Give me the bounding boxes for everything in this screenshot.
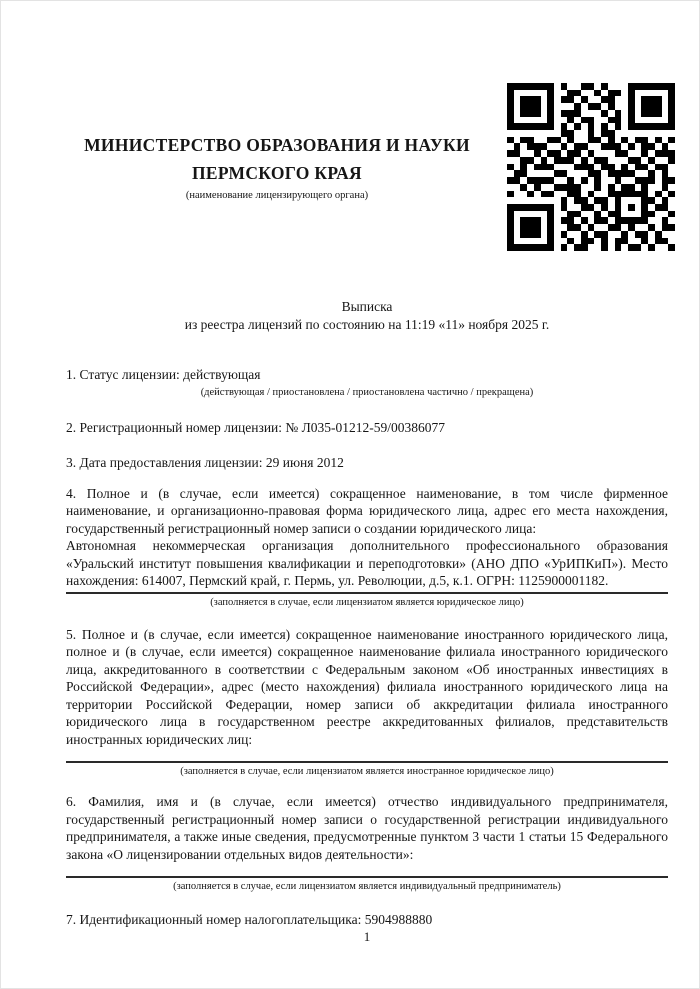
document-body xyxy=(66,298,668,929)
document-title-line2: из реестра лицензий по состоянию на 11:19 «11» ноября 2025 г. xyxy=(184,316,550,332)
item-entrepreneur-note: (заполняется в случае, если лицензиатом является индивидуальный предприниматель) xyxy=(173,881,561,892)
ministry-name-line2: ПЕРМСКОГО КРАЯ xyxy=(192,163,362,183)
entrepreneur-fill-line xyxy=(66,876,668,878)
qr-code xyxy=(507,83,675,251)
item-grant-date: 3. Дата предоставления лицензии: 29 июня 2012 xyxy=(66,455,344,470)
ministry-name-line1: МИНИСТЕРСТВО ОБРАЗОВАНИЯ И НАУКИ xyxy=(84,135,470,155)
item-legal-entity-note: (заполняется в случае, если лицензиатом является юридическое лицо) xyxy=(210,596,524,608)
foreign-entity-fill-line xyxy=(66,761,668,763)
page-number: 1 xyxy=(363,929,371,944)
item-foreign-entity-label: 5. Полное и (в случае, если имеется) сокращенное наименование иностранного юридического лица, полное и (в случае, если имеется) сокращенное наименование филиала иностранного юридического лица, аккредитованного в соответствии с Федеральным законом «Об иностранных инвестициях в Российской Федерации», адрес (место нахождения) филиала иностранного юридического лица на территории Российской Федерации, номер записи об аккредитации филиала иностранного юридического лица в государственном реестре аккредитованных филиалов, представительств иностранных юридических лиц: xyxy=(66,626,668,747)
ministry-header xyxy=(63,131,491,202)
item-legal-entity-label: 4. Полное и (в случае, если имеется) сокращенное наименование, в том числе фирменное наименование, и организационно-правовая форма юридического лица, адрес его места нахождения, государственный регистрационный номер записи о создании юридического лица: xyxy=(66,485,668,536)
ministry-caption: (наименование лицензирующего органа) xyxy=(185,190,369,201)
item-registration-number: 2. Регистрационный номер лицензии: № Л035-01212-59/00386077 xyxy=(66,419,446,435)
item-taxpayer-number: 7. Идентификационный номер налогоплательщика: 5904988880 xyxy=(66,912,433,927)
item-license-status: 1. Статус лицензии: действующая xyxy=(66,367,261,382)
document-title-line1: Выписка xyxy=(341,299,393,314)
legal-entity-fill-line xyxy=(66,592,668,594)
item-license-status-note: (действующая / приостановлена / приостановлена частично / прекращена) xyxy=(200,386,534,398)
item-entrepreneur-label: 6. Фамилия, имя и (в случае, если имеется) отчество индивидуального предпринимателя, государственный регистрационный номер записи о государственной регистрации индивидуального предпринимателя, а также иные сведения, предусмотренные пунктом 3 части 1 статьи 15 Федерального закона «О лицензировании отдельных видов деятельности»: xyxy=(66,794,668,862)
document-title xyxy=(66,298,668,333)
item-foreign-entity-note: (заполняется в случае, если лицензиатом является иностранное юридическое лицо) xyxy=(180,766,554,777)
item-legal-entity-value: Автономная некоммерческая организация дополнительного профессионального образования «Уральский институт повышения квалификации и переподготовки» (АНО ДПО «УрИПКиП»). Место нахождения: 614007, Пермский край, г. Пермь, ул. Революции, д.5, к.1. ОГРН: 1125900001182. xyxy=(66,538,668,588)
